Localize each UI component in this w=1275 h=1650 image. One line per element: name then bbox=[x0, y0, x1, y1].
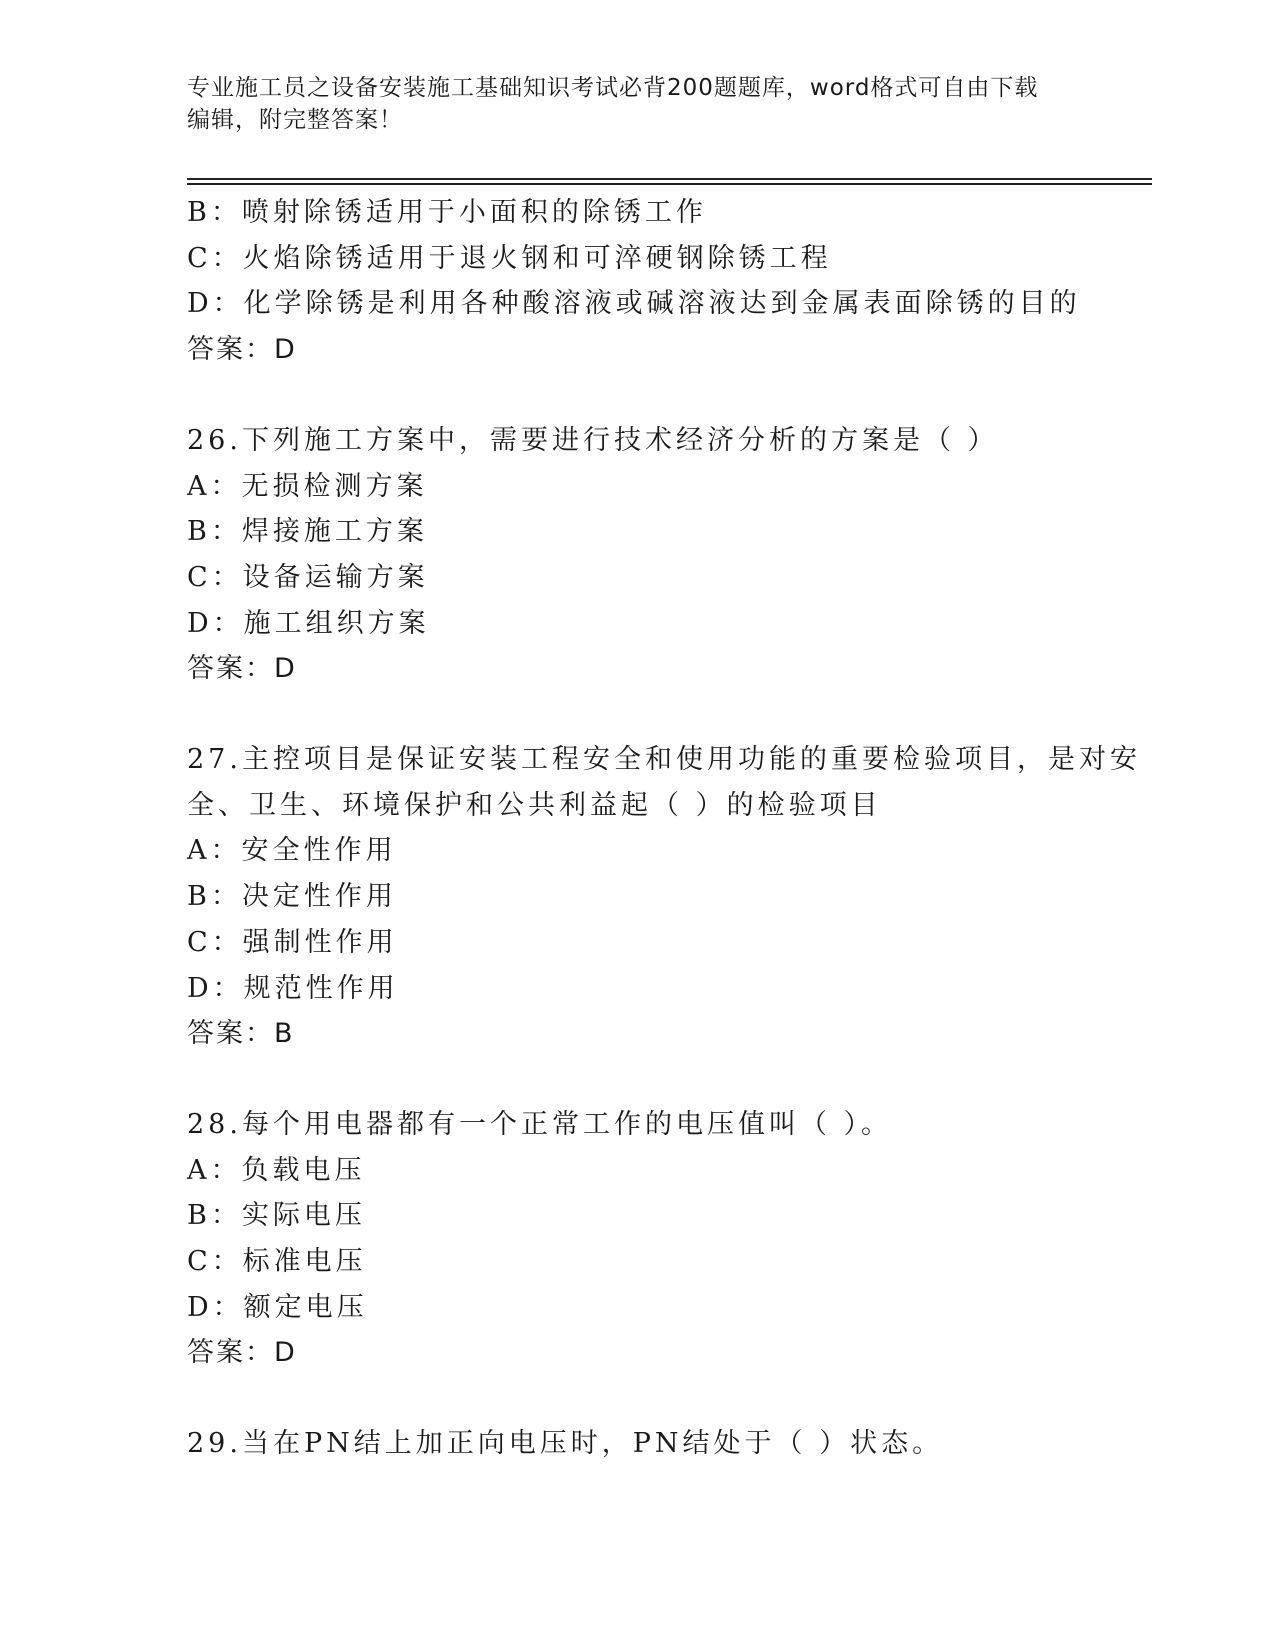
question-stem: 26.下列施工方案中，需要进行技术经济分析的方案是（ ） bbox=[187, 424, 999, 456]
option-b: B：焊接施工方案 bbox=[187, 516, 428, 548]
document-header bbox=[187, 72, 1087, 136]
question-stem: 29.当在PN结上加正向电压时，PN结处于（ ）状态。 bbox=[187, 1428, 944, 1460]
question-29 bbox=[187, 1421, 1152, 1467]
option-a: A：安全性作用 bbox=[187, 835, 397, 867]
header-line-2: 编辑，附完整答案！ bbox=[187, 107, 403, 133]
question-stem: 27.主控项目是保证安装工程安全和使用功能的重要检验项目，是对安 bbox=[187, 744, 1141, 776]
option-c: C：强制性作用 bbox=[187, 926, 398, 958]
question-28 bbox=[187, 1102, 1152, 1376]
partial-question bbox=[187, 190, 1152, 373]
option-d: D：化学除锈是利用各种酸溶液或碱溶液达到金属表面除锈的目的 bbox=[187, 288, 1081, 320]
header-divider-bottom bbox=[187, 183, 1152, 185]
answer: 答案：B bbox=[187, 1018, 295, 1050]
option-a: A：无损检测方案 bbox=[187, 470, 428, 502]
header-divider-top bbox=[187, 178, 1152, 180]
option-d: D：额定电压 bbox=[187, 1291, 368, 1323]
answer: 答案：D bbox=[187, 1337, 297, 1369]
option-c: C：标准电压 bbox=[187, 1246, 367, 1278]
option-c: C：设备运输方案 bbox=[187, 561, 429, 593]
option-b: B：实际电压 bbox=[187, 1200, 366, 1232]
header-line-1: 专业施工员之设备安装施工基础知识考试必背200题题库，word格式可自由下载 bbox=[187, 75, 1039, 101]
option-d: D：施工组织方案 bbox=[187, 607, 430, 639]
answer: 答案：D bbox=[187, 653, 297, 685]
option-d: D：规范性作用 bbox=[187, 972, 399, 1004]
question-27 bbox=[187, 737, 1152, 1057]
question-stem: 28.每个用电器都有一个正常工作的电压值叫（ ）。 bbox=[187, 1108, 893, 1140]
document-body bbox=[187, 190, 1152, 1467]
question-stem-continued: 全、卫生、环境保护和公共利益起（ ）的检验项目 bbox=[187, 789, 882, 821]
question-26 bbox=[187, 418, 1152, 692]
answer: 答案：D bbox=[187, 334, 297, 366]
option-a: A：负载电压 bbox=[187, 1154, 366, 1186]
option-b: B：决定性作用 bbox=[187, 881, 397, 913]
option-b: B：喷射除锈适用于小面积的除锈工作 bbox=[187, 197, 707, 228]
option-c: C：火焰除锈适用于退火钢和可淬硬钢除锈工程 bbox=[187, 242, 832, 274]
